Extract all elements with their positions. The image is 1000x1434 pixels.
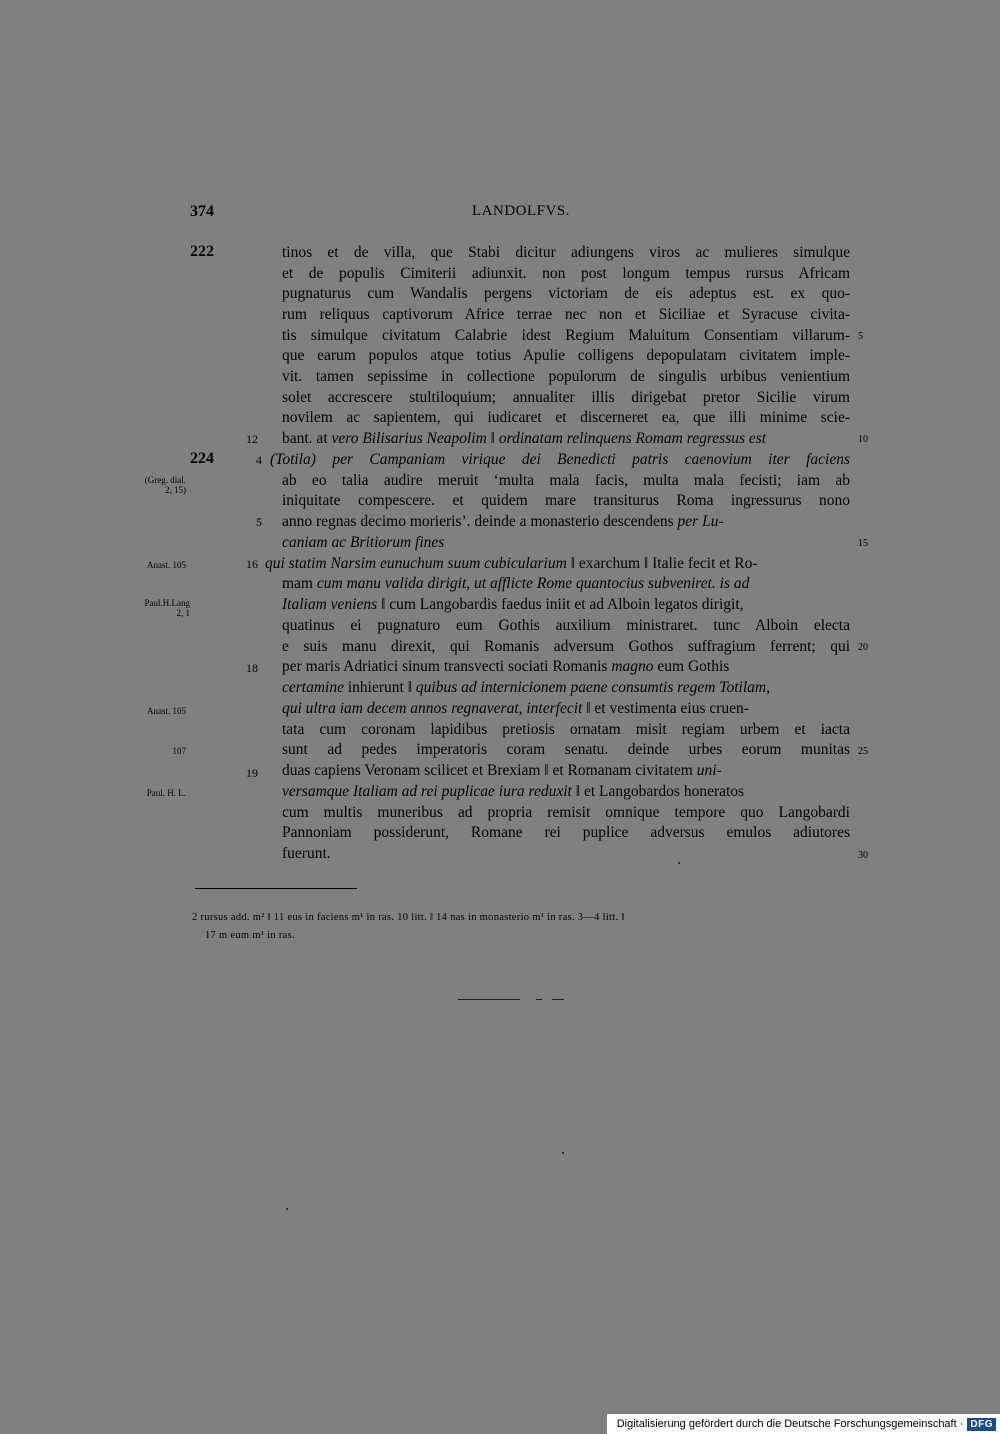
- text-segment-italic: quibus ad internicionem paene consumtis regem Totilam,: [415, 679, 770, 696]
- text-line: (Totila) per Campaniam virique dei Benedicti patris caenovium iter faciens: [270, 451, 850, 468]
- decorative-dash: [536, 999, 542, 1000]
- text-segment-italic: magno: [611, 658, 654, 675]
- source-ref-line: Paul.H.Lang: [144, 598, 190, 608]
- text-line: [282, 429, 850, 449]
- text-segment: ‖ et Langobardos honeratos: [571, 783, 745, 800]
- margin-ref: 19: [246, 766, 258, 780]
- line-number: 15: [858, 538, 868, 549]
- source-ref: Anast. 105: [147, 706, 186, 716]
- text-line: fuerunt.: [282, 845, 331, 862]
- text-segment: ‖ exarchum ‖ Italie fecit et Ro-: [566, 555, 758, 572]
- text-segment-italic: versamque Italiam ad rei puplicae iura reduxit: [282, 783, 572, 800]
- decorative-dash: [458, 999, 520, 1000]
- line-number: 10: [858, 434, 868, 445]
- text-line: caniam ac Britiorum fines: [282, 534, 445, 551]
- text-line: quatinus ei pugnaturo eum Gothis auxilium ministraret. tunc Alboin electa: [282, 617, 850, 634]
- text-line: et de populis Cimiterii adiunxit. non post longum tempus rursus Africam: [282, 265, 850, 282]
- scan-speck: [286, 1208, 288, 1210]
- text-line: que earum populos atque totius Apulie colligens depopulatam civitatem imple-: [282, 347, 850, 364]
- text-line: tata cum coronam lapidibus pretiosis ornatam misit regiam urbem et iacta: [282, 721, 850, 738]
- text-line: novilem ac sapientem, qui iudicaret et discerneret ea, que illi minime scie-: [282, 409, 850, 426]
- text-segment-italic: qui statim Narsim eunuchum suum cubicularium: [265, 555, 567, 572]
- text-line: [282, 761, 850, 781]
- source-ref: Paul. H. L.: [146, 788, 186, 798]
- decorative-dash: [552, 999, 564, 1000]
- text-line: rum reliquus captivorum Africe terrae nec non et Siciliae et Syracuse civita-: [282, 306, 850, 323]
- apparatus-note: 17 m eum m¹ in ras.: [205, 930, 295, 941]
- line-number: 25: [858, 746, 868, 757]
- text-segment: inhierunt ‖: [343, 679, 416, 696]
- source-ref-line: (Greg. dial.: [144, 475, 186, 485]
- source-ref-line: 2, 15): [165, 485, 186, 495]
- text-line: iniquitate compescere. et quidem mare transiturus Roma ingressurus nono: [282, 492, 850, 509]
- apparatus-note: 2 rursus add. m² ‖ 11 eus in faciens m¹ in ras. 10 litt. ‖ 14 nas in monasterio m¹ in ras. 3—4 litt. ‖: [192, 912, 625, 923]
- line-number: 5: [858, 331, 863, 342]
- chapter-number: 222: [190, 243, 214, 260]
- source-ref: Anast. 105: [147, 560, 186, 570]
- text-segment-italic: qui ultra iam decem annos regnaverat, interfecit: [282, 700, 583, 717]
- source-ref-line: 2, 1: [176, 608, 190, 618]
- scan-speck: [562, 1152, 564, 1154]
- text-segment: mam: [282, 575, 317, 592]
- margin-ref: 18: [246, 661, 258, 675]
- text-segment-italic: cum manu valida dirigit, ut afflicte Rome quantocius subveniret. is ad: [316, 575, 750, 592]
- text-line: [282, 512, 850, 532]
- text-line: vit. tamen sepissime in collectione populorum de singulis urbibus venientium: [282, 368, 850, 385]
- text-segment: bant. at: [282, 430, 332, 447]
- dfg-logo: DFG: [967, 1418, 996, 1431]
- text-line: cum multis muneribus ad propria remisit omnique tempore quo Langobardi: [282, 804, 850, 821]
- margin-ref: 16: [246, 557, 258, 571]
- margin-ref: 12: [246, 432, 258, 446]
- running-title: LANDOLFVS.: [472, 203, 570, 219]
- chapter-number: 224: [190, 450, 214, 467]
- text-segment-italic: uni-: [696, 762, 722, 779]
- text-line: [282, 657, 850, 677]
- text-segment-italic: certamine: [282, 679, 344, 696]
- text-segment: duas capiens Veronam scilicet et Brexiam ‖ et Romanam civitatem: [282, 762, 697, 779]
- text-segment-italic: per Lu-: [677, 513, 724, 530]
- line-number: 30: [858, 850, 868, 861]
- text-line: [265, 554, 850, 574]
- text-segment-italic: vero Bilisarius Neapolim ‖ ordinatam relinquens Romam regressus est: [331, 430, 767, 447]
- text-line: [282, 574, 850, 594]
- margin-ref: 4: [256, 453, 262, 467]
- text-line: sunt ad pedes imperatoris coram senatu. deinde urbes eorum munitas: [282, 741, 850, 758]
- text-segment: ‖ et vestimenta eius cruen-: [582, 700, 749, 717]
- text-line: tis simulque civitatum Calabrie idest Regium Maluitum Consentiam villarum-: [282, 327, 850, 344]
- margin-ref: 5: [256, 515, 262, 529]
- source-ref: [128, 598, 190, 618]
- text-line: ab eo talia audire meruit ‘multa mala facis, multa mala fecisti; iam ab: [282, 472, 850, 489]
- line-number: 20: [858, 642, 868, 653]
- text-line: [282, 678, 850, 698]
- text-line: pugnaturus cum Wandalis pergens victoriam de eis adeptus est. ex quo-: [282, 285, 850, 302]
- credit-text: Digitalisierung gefördert durch die Deutsche Forschungsgemeinschaft ·: [616, 1418, 964, 1430]
- text-segment: eum Gothis: [653, 658, 730, 675]
- text-line: e suis manu direxit, qui Romanis adversum Gothos suffragium ferrent; qui: [282, 638, 850, 655]
- text-segment: per maris Adriatici sinum transvecti sociati Romanis: [282, 658, 612, 675]
- text-segment-italic: Italiam veniens: [282, 596, 378, 613]
- text-line: tinos et de villa, que Stabi dicitur adiungens viros ac mulieres simulque: [282, 244, 850, 261]
- text-line: [282, 699, 850, 719]
- footnote-rule: [195, 888, 357, 889]
- source-ref: 107: [172, 746, 186, 756]
- digitization-credit: [607, 1414, 1000, 1434]
- text-line: [282, 595, 850, 615]
- text-line: Pannoniam possiderunt, Romane rei puplice adversus emulos adiutores: [282, 824, 850, 841]
- page-number: 374: [190, 203, 214, 220]
- text-line: [282, 782, 850, 802]
- text-segment: ‖ cum Langobardis faedus iniit et ad Alboin legatos dirigit,: [377, 596, 744, 613]
- scan-speck: [678, 862, 680, 864]
- text-segment: anno regnas decimo morieris’. deinde a monasterio descendens: [282, 513, 678, 530]
- source-ref: [124, 475, 186, 495]
- text-line: solet accrescere stultiloquium; annualiter illis dirigebat pretor Sicilie virum: [282, 389, 850, 406]
